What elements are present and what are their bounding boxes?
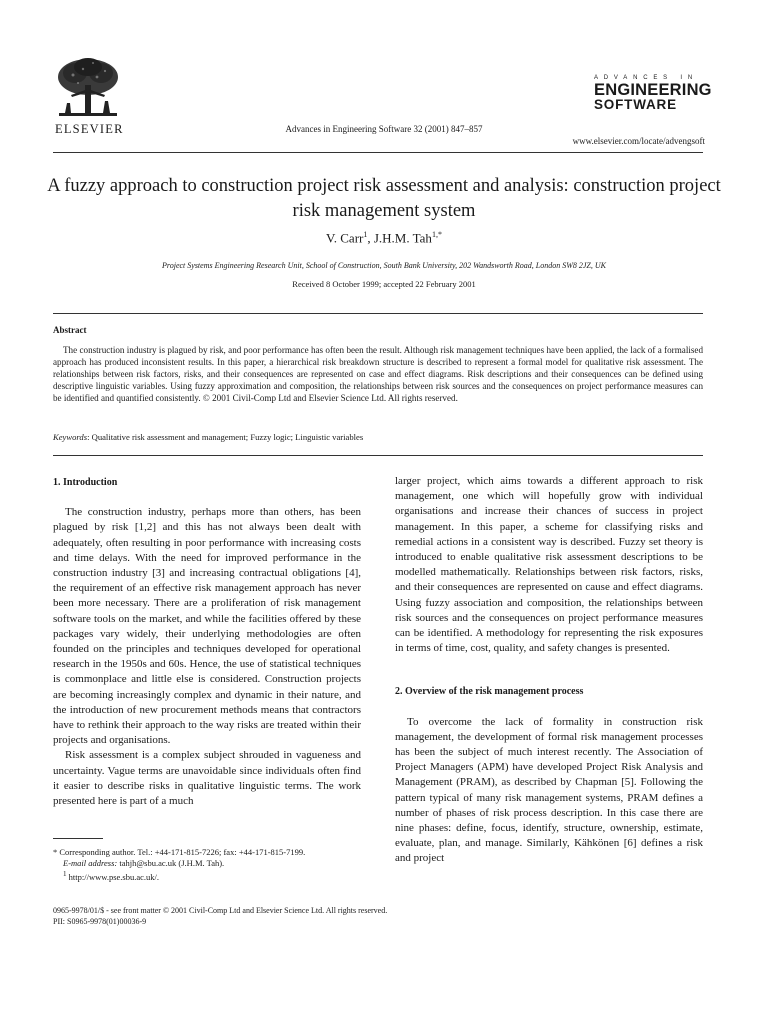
keywords-label: Keywords <box>53 432 88 442</box>
abstract-heading: Abstract <box>53 325 87 335</box>
affiliation: Project Systems Engineering Research Unit, School of Construction, South Bank University, 202 Wandsworth Road, London SW8 2JZ, UK <box>162 261 606 270</box>
journal-url-link[interactable]: www.elsevier.com/locate/advengsoft <box>572 136 705 146</box>
author-name: V. Carr <box>326 230 364 246</box>
journal-citation: Advances in Engineering Software 32 (2001) 847–857 <box>285 124 483 134</box>
footnotes <box>53 847 363 883</box>
intro-heading: 1. Introduction <box>53 477 118 488</box>
received-dates: Received 8 October 1999; accepted 22 February 2001 <box>292 279 476 289</box>
publisher-name: ELSEVIER <box>55 122 124 136</box>
footnote-rule <box>53 838 103 839</box>
right-paragraph-1: larger project, which aims towards a different approach to risk management, one which will hopefully grow with individual organisations and increase their chances of success in project management. In this paper, a scheme for classifying risks and remedial actions in a consistent way is described. Fuzzy set theory is introduced to enable qualitative risk assessment descriptions to be modelled mathematically. Relationships between risk factors, risks, and their consequences are represented on cause and effect diagrams. Using fuzzy association and composition, the relationships between risk sources and the consequences on project performance measures can be identified. A methodology for representing the risk exposures in terms of time, cost, quality, and safety changes is presented. <box>395 475 703 655</box>
author-affiliation-mark: 1 <box>363 230 368 239</box>
abstract-text: The construction industry is plagued by risk, and poor performance has often been the result. Although risk management techniques have been applied, the lack of a formalised approach has produced inconsistent results. In this paper, a hierarchical risk breakdown structure is described to represent a formal model for qualitative risk assessment. The relationships between risk factors, risks, and their consequences are represented on case and effect diagrams. Risk descriptions and their consequences can be defined using descriptive linguistic variables. Using fuzzy approximation and composition, the relationships between risk sources and the consequences on project performance measures can be identified and quantified consistently. © 2001 Civil-Comp Ltd and Elsevier Science Ltd. All rights reserved. <box>53 345 703 403</box>
footnote-url-link[interactable]: http://www.pse.sbu.ac.uk/. <box>68 871 160 882</box>
footnote-email <box>53 858 363 869</box>
intro-paragraph-2: Risk assessment is a complex subject shrouded in vagueness and uncertainty. Vague terms are unavoidable since individuals often find it easier to describe risks in qualitative linguistic terms. The work presented here is part of a much <box>53 749 361 808</box>
email-label: E-mail address: <box>63 858 118 868</box>
header-rule <box>53 152 703 153</box>
pii-line: PII: S0965-9978(01)00036-9 <box>53 916 147 926</box>
footnote-corresponding: * Corresponding author. Tel.: +44-171-815-7226; fax: +44-171-815-7199. <box>53 847 306 857</box>
right-column <box>395 474 703 867</box>
author-list: V. Carr$^1$, J.H.M. Tah$^{1,*}$ <box>326 230 442 246</box>
abstract-body <box>53 344 703 404</box>
author-name: J.H.M. Tah <box>373 230 432 246</box>
email-link[interactable]: tahjh@sbu.ac.uk (J.H.M. Tah). <box>119 858 225 868</box>
intro-paragraph-1: The construction industry, perhaps more than others, has been plagued by risk [1,2] and this has not always been dealt with adequately, often resulting in poor performance with increasing costs and time delays. With the need for improved performance in the construction industry [3] and increasing contractual obligations [4], the requirement of an effective risk management approach has never been more necessary. There are a proliferation of risk management software tools on the market, and while the facilities offered by these packages vary widely, their underlying methodologies are often founded on the principles and techniques developed for operational research in the 1950s and 60s. Hence, the use of statistical techniques is commonplace and little else is considered. Construction projects are becoming increasingly complex and dynamic in their nature, and the introduction of new procurement methods means that contractors have to rethink their approach to the way risks are treated within their projects and organisations. <box>53 506 361 747</box>
keywords: Keywords: Qualitative risk assessment and management; Fuzzy logic; Linguistic variables <box>53 432 364 442</box>
abstract-top-rule <box>53 313 703 314</box>
copyright-block <box>53 906 387 927</box>
journal-logo-small: ADVANCES IN <box>594 75 699 81</box>
elsevier-tree-logo <box>53 55 123 123</box>
copyright-line: 0965-9978/01/$ - see front matter © 2001 Civil-Comp Ltd and Elsevier Science Ltd. All rights reserved. <box>53 906 388 915</box>
overview-heading: 2. Overview of the risk management process <box>395 686 584 698</box>
keywords-text: Qualitative risk assessment and management; Fuzzy logic; Linguistic variables <box>91 432 364 442</box>
overview-paragraph-1: To overcome the lack of formality in construction risk management, the development of formal risk management processes has been the subject of much interest recently. The Association of Project Managers (APM) have developed Project Risk Analysis and Management (PRAM), as described by Chapman [5]. Following the pattern typical of many risk management systems, PRAM defines a number of phases of risk process description. In this case there are nine phases: define, focus, identify, structure, ownership, estimate, evaluate, plan, and manage. Similarly, Kähkönen [6] defines a risk and project <box>395 715 703 865</box>
journal-logo-line1: ENGINEERING <box>594 81 712 99</box>
left-column <box>53 475 361 809</box>
article-title: A fuzzy approach to construction project risk assessment and analysis: construction project risk management system <box>47 176 721 221</box>
journal-logo-line2: SOFTWARE <box>594 97 677 112</box>
footnote-mark: 1 <box>63 870 67 878</box>
abstract-bottom-rule <box>53 455 703 456</box>
footnote-1 <box>53 869 363 883</box>
author-affiliation-mark: 1,* <box>431 230 442 239</box>
